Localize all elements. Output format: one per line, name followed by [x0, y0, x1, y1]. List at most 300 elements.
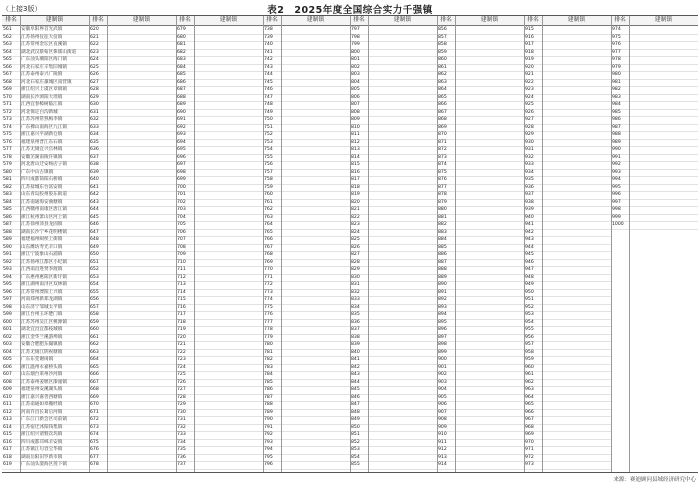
column-divider [194, 16, 195, 472]
rank-cell: 860 [438, 57, 447, 62]
rank-cell: 821 [351, 207, 360, 212]
rank-cell: 942 [525, 229, 534, 235]
rank-cell: 868 [438, 117, 447, 122]
rank-cell: 751 [264, 124, 273, 130]
rank-cell: 576 [3, 139, 12, 145]
rank-cell: 973 [525, 462, 534, 467]
rank-cell: 818 [351, 184, 360, 190]
rank-cell: 891 [438, 289, 447, 295]
town-cell: 安徽芜湖南陵许镇镇 [21, 154, 63, 160]
rank-cell: 658 [90, 312, 99, 317]
rank-cell: 667 [90, 379, 99, 385]
header-town: 建制镇 [480, 17, 499, 23]
rank-cell: 803 [351, 72, 360, 77]
rank-cell: 958 [525, 349, 534, 355]
header-rank: 排名 [527, 17, 539, 23]
rank-cell: 639 [90, 169, 99, 175]
rank-cell: 866 [438, 102, 447, 107]
rank-cell: 776 [264, 312, 273, 317]
header-rank: 排名 [440, 17, 452, 23]
town-cell: 河北唐山迁安杨店子镇 [21, 162, 67, 167]
rank-cell: 767 [264, 244, 273, 250]
rank-cell: 666 [90, 372, 99, 377]
rank-cell: 806 [351, 94, 360, 100]
rank-cell: 724 [177, 364, 186, 370]
rank-cell: 652 [90, 267, 99, 272]
rank-cell: 730 [177, 409, 186, 415]
rank-cell: 672 [90, 417, 99, 422]
town-cell: 河北石家庄辛集旧城镇 [21, 64, 67, 70]
rank-cell: 745 [264, 79, 273, 85]
rank-cell: 754 [264, 147, 273, 152]
rank-cell: 612 [3, 409, 12, 415]
rank-cell: 777 [264, 319, 273, 325]
rank-cell: 597 [3, 297, 12, 302]
rank-cell: 863 [438, 79, 447, 85]
rank-cell: 589 [3, 237, 12, 242]
rank-cell: 728 [177, 394, 186, 400]
rank-cell: 563 [3, 42, 12, 47]
rank-cell: 582 [3, 184, 12, 190]
rank-cell: 817 [351, 177, 360, 182]
rank-cell: 911 [438, 439, 447, 445]
rank-cell: 759 [264, 184, 273, 190]
rank-cell: 948 [525, 274, 534, 280]
rank-cell: 621 [90, 34, 99, 40]
rank-cell: 567 [3, 72, 12, 77]
rank-cell: 620 [90, 27, 99, 32]
rank-cell: 591 [3, 252, 12, 257]
rank-cell: 953 [525, 312, 534, 317]
rank-cell: 675 [90, 439, 99, 445]
rank-cell: 629 [90, 94, 99, 100]
rank-cell: 979 [612, 64, 621, 70]
rank-cell: 902 [438, 372, 447, 377]
rank-cell: 741 [264, 49, 273, 55]
rank-cell: 966 [525, 409, 534, 415]
rank-cell: 984 [612, 102, 621, 107]
rank-cell: 630 [90, 102, 99, 107]
rank-cell: 935 [525, 177, 534, 182]
rank-cell: 801 [351, 57, 360, 62]
rank-cell: 742 [264, 57, 273, 62]
rank-cell: 770 [264, 267, 273, 272]
town-cell: 江苏苏州吴江区桃源镇 [21, 319, 67, 325]
rank-cell: 752 [264, 132, 273, 137]
rank-cell: 972 [525, 454, 534, 460]
town-cell: 江苏泰州泰兴广陵镇 [21, 72, 63, 77]
rank-cell: 785 [264, 379, 273, 385]
rank-cell: 977 [612, 49, 621, 55]
rank-cell: 779 [264, 334, 273, 340]
rank-cell: 809 [351, 117, 360, 122]
rank-cell: 647 [90, 229, 99, 235]
town-cell: 江苏无锡江阴祝塘镇 [21, 349, 63, 355]
rank-cell: 827 [351, 252, 360, 257]
rank-cell: 844 [351, 379, 360, 385]
thousand-towns-table [2, 15, 698, 473]
rank-cell: 825 [351, 237, 360, 242]
rank-cell: 993 [612, 169, 621, 175]
town-cell: 山东烟台莱州沙河镇 [21, 372, 63, 377]
rank-cell: 854 [351, 454, 360, 460]
town-cell: 江苏常州金坛区直溪镇 [21, 42, 67, 47]
rank-cell: 802 [351, 64, 360, 70]
rank-cell: 635 [90, 139, 99, 145]
rank-cell: 778 [264, 327, 273, 332]
rank-cell: 626 [90, 72, 99, 77]
town-cell: 江苏扬州仪征大仪镇 [21, 34, 63, 40]
town-cell: 江西南昌进贤李渡镇 [21, 267, 63, 272]
rank-cell: 833 [351, 297, 360, 302]
rank-cell: 614 [3, 424, 12, 430]
rank-cell: 810 [351, 124, 360, 130]
rank-cell: 896 [438, 327, 447, 332]
rank-cell: 577 [3, 147, 12, 152]
rank-cell: 595 [3, 282, 12, 287]
rank-cell: 772 [264, 282, 273, 287]
rank-cell: 727 [177, 387, 186, 392]
rank-cell: 936 [525, 184, 534, 190]
rank-cell: 815 [351, 162, 360, 167]
rank-cell: 679 [177, 27, 186, 32]
town-cell: 浙江绍兴上虞区章镇镇 [21, 87, 67, 92]
page-title: 表2 2025年度全国综合实力千强镇 [267, 5, 433, 16]
rank-cell: 855 [351, 462, 360, 467]
town-cell: 河南郑州新郑龙湖镇 [21, 297, 63, 302]
rank-cell: 941 [525, 222, 534, 227]
rank-cell: 798 [351, 34, 360, 40]
rank-cell: 829 [351, 267, 360, 272]
rank-cell: 797 [351, 27, 360, 32]
rank-cell: 835 [351, 312, 360, 317]
rank-cell: 780 [264, 342, 273, 347]
rank-cell: 887 [438, 259, 447, 265]
rank-cell: 898 [438, 342, 447, 347]
town-cell: 广东东莞谢岗镇 [21, 357, 54, 362]
rank-cell: 981 [612, 79, 621, 85]
header-town: 建制镇 [393, 17, 412, 23]
rank-cell: 913 [438, 454, 447, 460]
rank-cell: 662 [90, 342, 99, 347]
rank-cell: 680 [177, 34, 186, 40]
rank-cell: 859 [438, 49, 447, 55]
header-town: 建制镇 [654, 17, 673, 23]
rank-cell: 704 [177, 214, 186, 220]
rank-cell: 611 [3, 402, 12, 407]
rank-cell: 928 [525, 124, 534, 130]
rank-cell: 584 [3, 199, 12, 205]
rank-cell: 674 [90, 432, 99, 437]
town-cell: 浙江嘉兴嘉善西塘镇 [21, 394, 63, 400]
rank-cell: 604 [3, 349, 12, 355]
rank-cell: 971 [525, 447, 534, 452]
rank-cell: 717 [177, 312, 186, 317]
rank-cell: 688 [177, 94, 186, 100]
rank-cell: 746 [264, 87, 273, 92]
rank-cell: 946 [525, 259, 534, 265]
rank-cell: 764 [264, 222, 273, 227]
rank-cell: 901 [438, 364, 447, 370]
rank-cell: 649 [90, 244, 99, 250]
rank-cell: 961 [525, 372, 534, 377]
column-divider [350, 16, 351, 472]
rank-cell: 884 [438, 237, 447, 242]
rank-cell: 885 [438, 244, 447, 250]
rank-cell: 681 [177, 42, 186, 47]
table-column-group [350, 26, 437, 472]
table-row [263, 461, 350, 470]
rank-cell: 685 [177, 72, 186, 77]
rank-cell: 585 [3, 207, 12, 212]
town-cell: 河北保定白沟新城 [21, 109, 58, 115]
rank-cell: 570 [3, 94, 12, 100]
table-row [611, 221, 698, 230]
rank-cell: 783 [264, 364, 273, 370]
rank-cell: 959 [525, 357, 534, 362]
rank-cell: 965 [525, 402, 534, 407]
rank-cell: 632 [90, 117, 99, 122]
rank-cell: 569 [3, 87, 12, 92]
rank-cell: 912 [438, 447, 447, 452]
rank-cell: 892 [438, 297, 447, 302]
table-column-group [611, 26, 698, 472]
column-divider [20, 16, 21, 472]
rank-cell: 760 [264, 192, 273, 197]
rank-cell: 927 [525, 117, 534, 122]
rank-cell: 900 [438, 357, 447, 362]
rank-cell: 877 [438, 184, 447, 190]
table-row [89, 461, 176, 470]
rank-cell: 689 [177, 102, 186, 107]
rank-cell: 637 [90, 154, 99, 160]
rank-cell: 787 [264, 394, 273, 400]
rank-cell: 839 [351, 342, 360, 347]
rank-cell: 775 [264, 304, 273, 310]
rank-cell: 610 [3, 394, 12, 400]
rank-cell: 992 [612, 162, 621, 167]
rank-cell: 669 [90, 394, 99, 400]
town-cell: 福建泉州安溪湖头镇 [21, 387, 63, 392]
town-cell: 江苏苏州常熟梅李镇 [21, 117, 63, 122]
rank-cell: 743 [264, 64, 273, 70]
rank-cell: 967 [525, 417, 534, 422]
rank-cell: 714 [177, 289, 186, 295]
rank-cell: 590 [3, 244, 12, 250]
rank-cell: 857 [438, 34, 447, 40]
rank-cell: 822 [351, 214, 360, 220]
source-note: 来源：赛迪顾问县域经济研究中心 [613, 477, 696, 483]
town-cell: 江苏南通海安曲塘镇 [21, 199, 63, 205]
rank-cell: 654 [90, 282, 99, 287]
town-cell: 浙江温州永嘉桥头镇 [21, 364, 63, 370]
rank-cell: 624 [90, 57, 99, 62]
rank-cell: 580 [3, 169, 12, 175]
rank-cell: 664 [90, 357, 99, 362]
rank-cell: 795 [264, 454, 273, 460]
table-column-group [2, 26, 89, 472]
table-column-group [263, 26, 350, 472]
town-cell: 山东济宁邹城太平镇 [21, 304, 63, 310]
town-cell: 江苏南通如皋搬经镇 [21, 402, 63, 407]
town-cell: 江西赣州南康区唐江镇 [21, 207, 67, 212]
rank-cell: 692 [177, 124, 186, 130]
rank-cell: 710 [177, 259, 186, 265]
rank-cell: 910 [438, 432, 447, 437]
rank-cell: 823 [351, 222, 360, 227]
rank-cell: 683 [177, 57, 186, 62]
table-row [524, 461, 611, 470]
rank-cell: 805 [351, 87, 360, 92]
rank-cell: 906 [438, 402, 447, 407]
rank-cell: 903 [438, 379, 447, 385]
rank-cell: 931 [525, 147, 534, 152]
rank-cell: 908 [438, 417, 447, 422]
rank-cell: 749 [264, 109, 273, 115]
rank-cell: 925 [525, 102, 534, 107]
rank-cell: 929 [525, 132, 534, 137]
table-column-group [437, 26, 524, 472]
rank-cell: 921 [525, 72, 534, 77]
rank-cell: 633 [90, 124, 99, 130]
rank-cell: 917 [525, 42, 534, 47]
rank-cell: 638 [90, 162, 99, 167]
rank-cell: 696 [177, 154, 186, 160]
rank-cell: 853 [351, 447, 360, 452]
rank-cell: 964 [525, 394, 534, 400]
rank-cell: 934 [525, 169, 534, 175]
rank-cell: 872 [438, 147, 447, 152]
rank-cell: 623 [90, 49, 99, 55]
rank-cell: 697 [177, 162, 186, 167]
rank-cell: 572 [3, 109, 12, 115]
town-cell: 广东江门新会区司前镇 [21, 417, 67, 422]
header-town: 建制镇 [132, 17, 151, 23]
rank-cell: 768 [264, 252, 273, 257]
rank-cell: 986 [612, 117, 621, 122]
rank-cell: 736 [177, 454, 186, 460]
rank-cell: 774 [264, 297, 273, 302]
rank-cell: 678 [90, 462, 99, 467]
rank-cell: 789 [264, 409, 273, 415]
rank-cell: 865 [438, 94, 447, 100]
rank-cell: 895 [438, 319, 447, 325]
rank-cell: 599 [3, 312, 12, 317]
header-town: 建制镇 [306, 17, 325, 23]
rank-cell: 753 [264, 139, 273, 145]
rank-cell: 808 [351, 109, 360, 115]
rank-cell: 848 [351, 409, 360, 415]
rank-cell: 719 [177, 327, 186, 332]
rank-cell: 949 [525, 282, 534, 287]
rank-cell: 819 [351, 192, 360, 197]
rank-cell: 811 [351, 132, 360, 137]
rank-cell: 583 [3, 192, 12, 197]
rank-cell: 705 [177, 222, 186, 227]
rank-cell: 873 [438, 154, 447, 160]
rank-cell: 920 [525, 64, 534, 70]
rank-cell: 968 [525, 424, 534, 430]
rank-cell: 645 [90, 214, 99, 220]
rank-cell: 875 [438, 169, 447, 175]
table-row [350, 461, 437, 470]
rank-cell: 587 [3, 222, 12, 227]
rank-cell: 634 [90, 132, 99, 137]
rank-cell: 956 [525, 334, 534, 340]
rank-cell: 991 [612, 154, 621, 160]
rank-cell: 618 [3, 454, 12, 460]
rank-cell: 812 [351, 139, 360, 145]
rank-cell: 856 [438, 27, 447, 32]
town-cell: 广东汕头澄海区莲下镇 [21, 462, 67, 467]
rank-cell: 613 [3, 417, 12, 422]
town-cell: 广东汕头潮阳区海门镇 [21, 57, 67, 62]
rank-cell: 721 [177, 342, 186, 347]
rank-cell: 643 [90, 199, 99, 205]
rank-cell: 790 [264, 417, 273, 422]
town-cell: 福建泉州晋江东石镇 [21, 139, 63, 145]
rank-cell: 915 [525, 27, 534, 32]
column-divider [542, 16, 543, 472]
column-divider [629, 16, 630, 472]
rank-cell: 702 [177, 199, 186, 205]
rank-cell: 766 [264, 237, 273, 242]
column-divider [107, 16, 108, 472]
rank-cell: 653 [90, 274, 99, 280]
town-cell: 江苏无锡宜兴官林镇 [21, 147, 63, 152]
rank-cell: 858 [438, 42, 447, 47]
rank-cell: 905 [438, 394, 447, 400]
rank-cell: 813 [351, 147, 360, 152]
rank-cell: 744 [264, 72, 273, 77]
rank-cell: 919 [525, 57, 534, 62]
rank-cell: 994 [612, 177, 621, 182]
rank-cell: 950 [525, 289, 534, 295]
rank-cell: 603 [3, 342, 12, 347]
rank-cell: 640 [90, 177, 99, 182]
rank-cell: 878 [438, 192, 447, 197]
town-cell: 湖南岳阳汨罗新市镇 [21, 454, 63, 460]
rank-cell: 691 [177, 117, 186, 122]
rank-cell: 720 [177, 334, 186, 340]
rank-cell: 650 [90, 252, 99, 257]
rank-cell: 894 [438, 312, 447, 317]
rank-cell: 765 [264, 229, 273, 235]
rank-cell: 904 [438, 387, 447, 392]
rank-cell: 799 [351, 42, 360, 47]
rank-cell: 588 [3, 229, 12, 235]
rank-cell: 763 [264, 214, 273, 220]
rank-cell: 960 [525, 364, 534, 370]
rank-cell: 579 [3, 162, 12, 167]
rank-cell: 709 [177, 252, 186, 257]
rank-cell: 880 [438, 207, 447, 212]
rank-cell: 677 [90, 454, 99, 460]
rank-cell: 581 [3, 177, 12, 182]
rank-cell: 676 [90, 447, 99, 452]
rank-cell: 916 [525, 34, 534, 40]
rank-cell: 836 [351, 319, 360, 325]
town-cell: 湖南长沙宁乡花明楼镇 [21, 229, 67, 235]
rank-cell: 671 [90, 409, 99, 415]
town-cell: 江苏扬州江都区小纪镇 [21, 259, 67, 265]
rank-cell: 849 [351, 417, 360, 422]
rank-cell: 957 [525, 342, 534, 347]
rank-cell: 982 [612, 87, 621, 92]
rank-cell: 600 [3, 319, 12, 325]
rank-cell: 985 [612, 109, 621, 115]
rank-cell: 937 [525, 192, 534, 197]
